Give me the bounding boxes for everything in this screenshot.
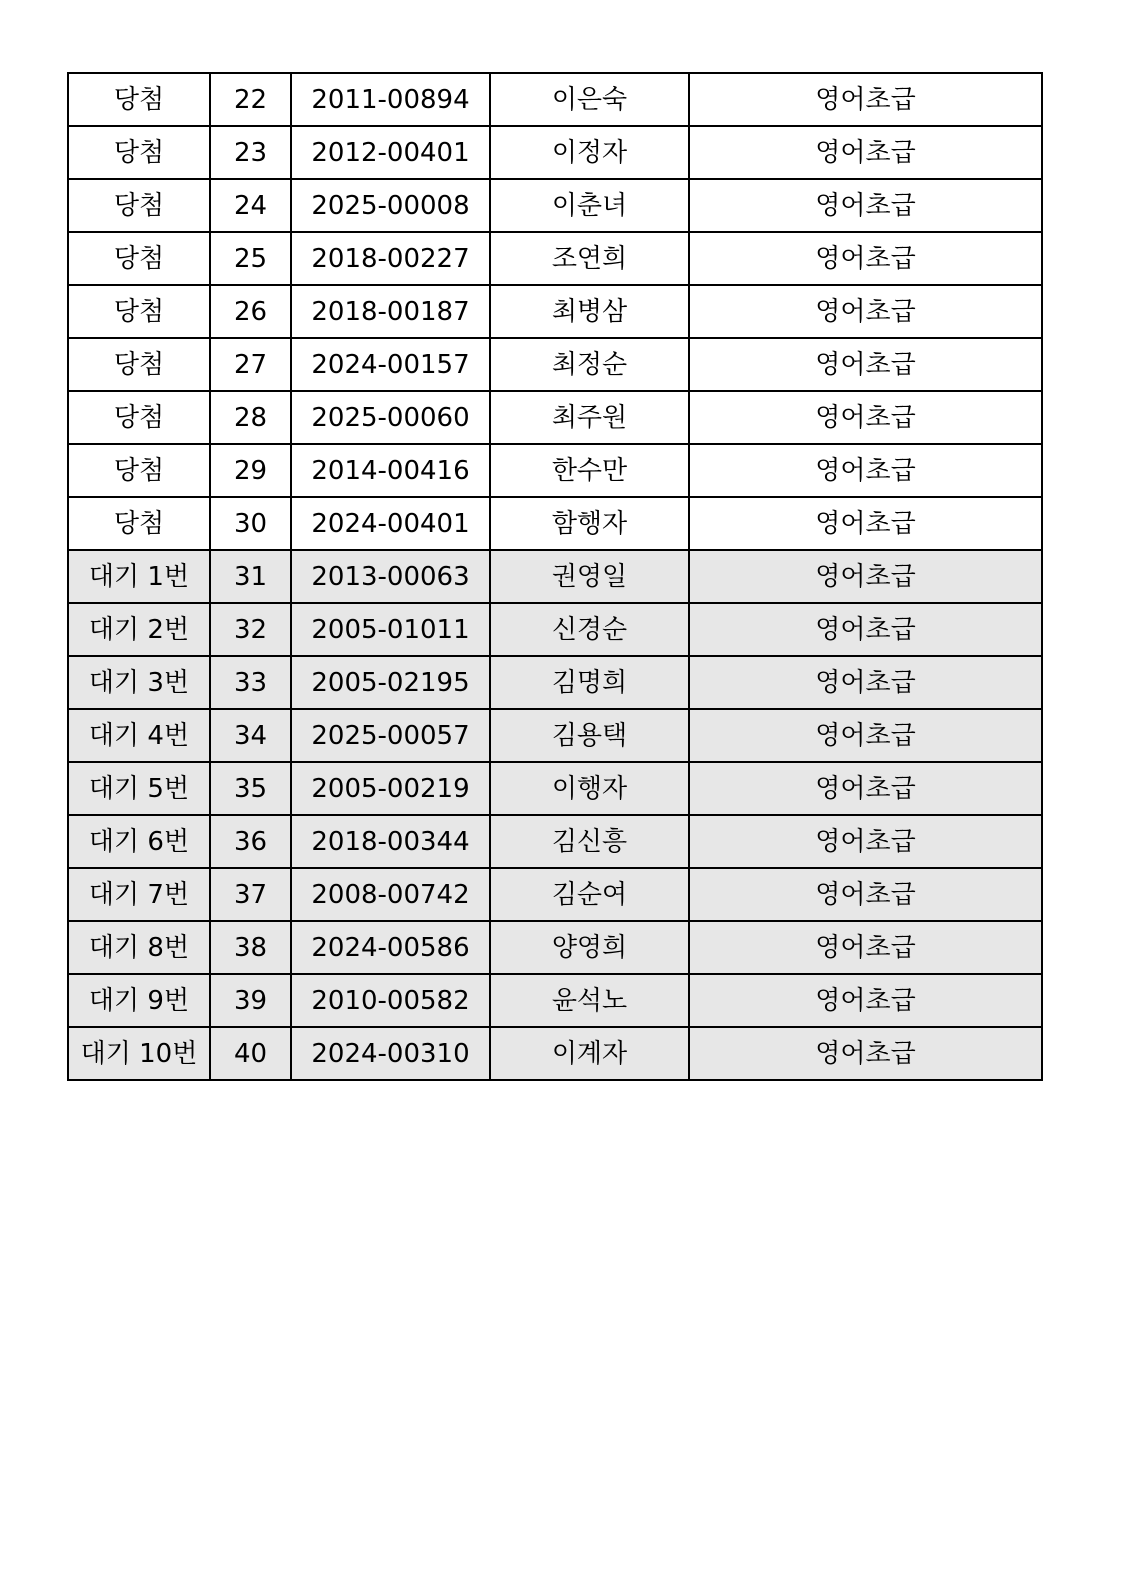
status-cell: 당첨 [68,126,210,179]
member-id-cell: 2025-00008 [291,179,490,232]
status-cell: 대기 2번 [68,603,210,656]
member-id-cell: 2018-00187 [291,285,490,338]
course-cell: 영어초급 [689,921,1042,974]
member-id-cell: 2024-00401 [291,497,490,550]
status-cell: 당첨 [68,73,210,126]
course-cell: 영어초급 [689,656,1042,709]
status-cell: 당첨 [68,391,210,444]
winner-row [68,126,1042,179]
winner-row [68,73,1042,126]
number-cell: 28 [210,391,291,444]
number-cell: 34 [210,709,291,762]
member-id-cell: 2025-00057 [291,709,490,762]
status-cell: 대기 3번 [68,656,210,709]
member-id-cell: 2024-00157 [291,338,490,391]
status-cell: 당첨 [68,232,210,285]
name-cell: 김순여 [490,868,689,921]
waiting-row [68,762,1042,815]
name-cell: 조연희 [490,232,689,285]
waiting-row [68,656,1042,709]
name-cell: 김명희 [490,656,689,709]
number-cell: 33 [210,656,291,709]
member-id-cell: 2005-01011 [291,603,490,656]
member-id-cell: 2014-00416 [291,444,490,497]
course-cell: 영어초급 [689,550,1042,603]
member-id-cell: 2024-00310 [291,1027,490,1080]
course-cell: 영어초급 [689,285,1042,338]
number-cell: 29 [210,444,291,497]
status-cell: 대기 8번 [68,921,210,974]
status-cell: 당첨 [68,179,210,232]
name-cell: 최병삼 [490,285,689,338]
member-id-cell: 2005-00219 [291,762,490,815]
lottery-result-rows [68,73,1042,1080]
member-id-cell: 2024-00586 [291,921,490,974]
winner-row [68,179,1042,232]
member-id-cell: 2008-00742 [291,868,490,921]
number-cell: 37 [210,868,291,921]
member-id-cell: 2018-00227 [291,232,490,285]
status-cell: 대기 4번 [68,709,210,762]
number-cell: 38 [210,921,291,974]
number-cell: 40 [210,1027,291,1080]
waiting-row [68,550,1042,603]
course-cell: 영어초급 [689,73,1042,126]
number-cell: 30 [210,497,291,550]
number-cell: 26 [210,285,291,338]
course-cell: 영어초급 [689,762,1042,815]
waiting-row [68,709,1042,762]
course-cell: 영어초급 [689,338,1042,391]
status-cell: 대기 6번 [68,815,210,868]
number-cell: 36 [210,815,291,868]
course-cell: 영어초급 [689,1027,1042,1080]
number-cell: 25 [210,232,291,285]
course-cell: 영어초급 [689,179,1042,232]
waiting-row [68,603,1042,656]
course-cell: 영어초급 [689,815,1042,868]
number-cell: 27 [210,338,291,391]
course-cell: 영어초급 [689,709,1042,762]
status-cell: 당첨 [68,285,210,338]
name-cell: 이정자 [490,126,689,179]
name-cell: 최정순 [490,338,689,391]
winner-row [68,338,1042,391]
member-id-cell: 2005-02195 [291,656,490,709]
member-id-cell: 2025-00060 [291,391,490,444]
course-cell: 영어초급 [689,126,1042,179]
name-cell: 윤석노 [490,974,689,1027]
course-cell: 영어초급 [689,868,1042,921]
course-cell: 영어초급 [689,497,1042,550]
status-cell: 당첨 [68,444,210,497]
status-cell: 대기 7번 [68,868,210,921]
winner-row [68,497,1042,550]
name-cell: 최주원 [490,391,689,444]
member-id-cell: 2011-00894 [291,73,490,126]
number-cell: 39 [210,974,291,1027]
number-cell: 22 [210,73,291,126]
waiting-row [68,815,1042,868]
winner-row [68,232,1042,285]
name-cell: 이은숙 [490,73,689,126]
name-cell: 김신흥 [490,815,689,868]
status-cell: 대기 10번 [68,1027,210,1080]
course-cell: 영어초급 [689,232,1042,285]
number-cell: 35 [210,762,291,815]
status-cell: 당첨 [68,497,210,550]
winner-row [68,391,1042,444]
name-cell: 이계자 [490,1027,689,1080]
member-id-cell: 2010-00582 [291,974,490,1027]
name-cell: 권영일 [490,550,689,603]
lottery-result-sheet [67,72,1041,1081]
status-cell: 대기 5번 [68,762,210,815]
member-id-cell: 2018-00344 [291,815,490,868]
name-cell: 함행자 [490,497,689,550]
name-cell: 양영희 [490,921,689,974]
number-cell: 23 [210,126,291,179]
course-cell: 영어초급 [689,391,1042,444]
name-cell: 신경순 [490,603,689,656]
course-cell: 영어초급 [689,444,1042,497]
course-cell: 영어초급 [689,603,1042,656]
status-cell: 대기 9번 [68,974,210,1027]
course-cell: 영어초급 [689,974,1042,1027]
member-id-cell: 2013-00063 [291,550,490,603]
name-cell: 이춘녀 [490,179,689,232]
name-cell: 김용택 [490,709,689,762]
waiting-row [68,974,1042,1027]
number-cell: 31 [210,550,291,603]
number-cell: 32 [210,603,291,656]
waiting-row [68,921,1042,974]
number-cell: 24 [210,179,291,232]
status-cell: 당첨 [68,338,210,391]
name-cell: 한수만 [490,444,689,497]
winner-row [68,285,1042,338]
waiting-row [68,1027,1042,1080]
winner-row [68,444,1042,497]
status-cell: 대기 1번 [68,550,210,603]
name-cell: 이행자 [490,762,689,815]
waiting-row [68,868,1042,921]
lottery-result-table [67,72,1043,1081]
member-id-cell: 2012-00401 [291,126,490,179]
